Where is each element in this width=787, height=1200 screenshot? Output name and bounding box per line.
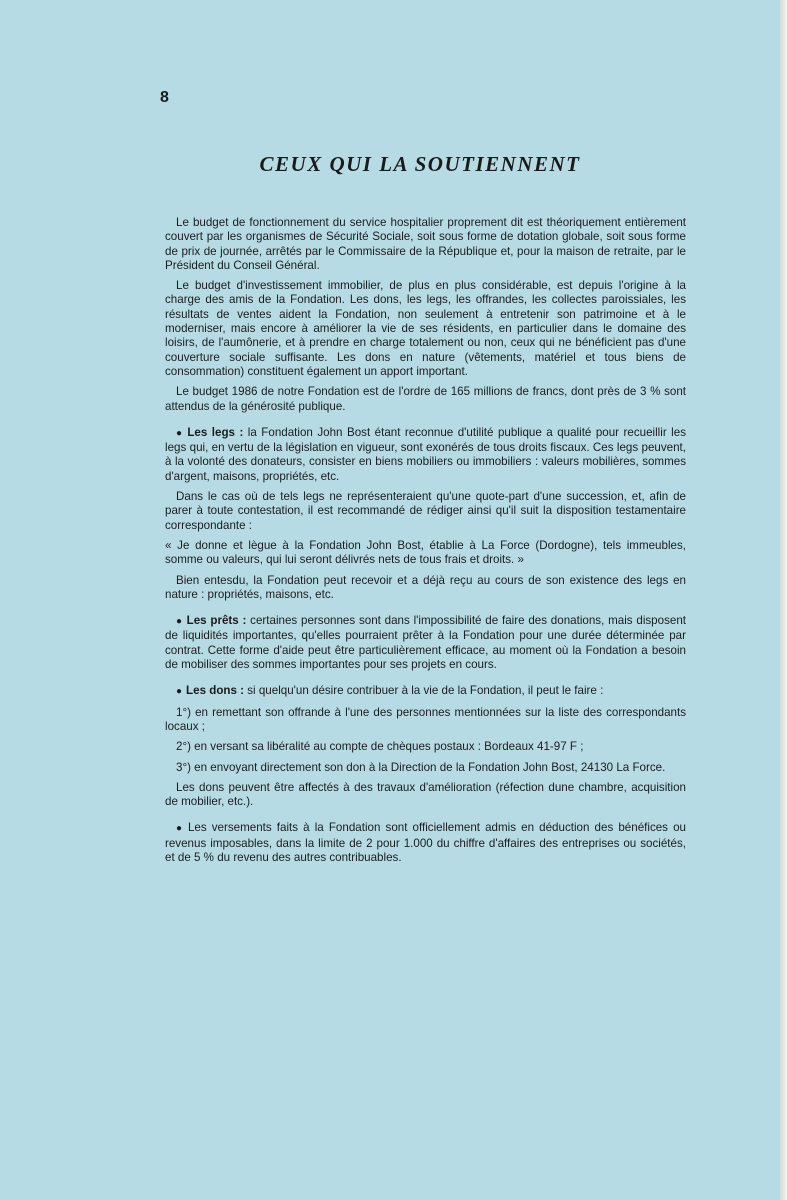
page-number: 8 — [160, 89, 169, 106]
paragraph-investment-budget: Le budget d'investissement immobilier, de plus en plus considérable, est depuis l'origine à la charge des amis de la Fondation. Les dons, les legs, les offrandes, les collectes paroissiales, les résultats de ventes aident la Fondation, non seulement à entretenir son patrimoine et à le moderniser, mais encore à améliorer la vie de ses résidents, en particulier dans le domaine des loisirs, de l'aumônerie, et à prendre en charge totalement ou non, ceux qui ne bénéficient pas d'une couverture sociale suffisante. Les dons en nature (vêtements, matériel et tous biens de consommation) constituent également un apport important. — [165, 279, 686, 378]
dons-heading: Les dons : — [186, 684, 245, 698]
paragraph-budget-1986: Le budget 1986 de notre Fondation est de l'ordre de 165 millions de francs, dont près de 3 % sont attendus de la générosité publique. — [165, 385, 686, 413]
bullet-icon: ● — [176, 686, 183, 698]
deduction-text: Les versements faits à la Fondation sont officiellement admis en déduction des bénéfices ou revenus imposables, dans la limite de 2 pour 1.000 du chiffre d'affaires des entreprises ou sociétés, et de 5 % du revenu des autres contribuables. — [165, 821, 686, 864]
page-title: CEUX QUI LA SOUTIENNENT — [259, 152, 581, 176]
prets-heading: Les prêts : — [186, 614, 247, 628]
paragraph-legs-nature: Bien entesdu, la Fondation peut recevoir et a déjà reçu au cours de son existence des legs en nature : propriétés, maisons, etc. — [165, 573, 686, 601]
bullet-icon: ● — [176, 823, 184, 835]
page-edge — [780, 0, 787, 1200]
prets-text: certaines personnes sont dans l'impossibilité de faire des donations, mais disposent de liquidités importantes, qu'elles pourraient prêter à la Fondation pour une durée déterminée par contrat. Cette forme d'aide peut être particulièrement efficace, au moment où la Fondation a besoin de mobiliser des sommes importantes pour ses projets en cours. — [165, 614, 686, 672]
dons-text: si quelqu'un désire contribuer à la vie de la Fondation, il peut le faire : — [244, 684, 604, 698]
paragraph-don-option-2: 2°) en versant sa libéralité au compte de chèques postaux : Bordeaux 41-97 F ; — [176, 740, 584, 754]
paragraph-don-option-1: 1°) en remettant son offrande à l'une des personnes mentionnées sur la liste des correspondants locaux ; — [165, 705, 686, 733]
paragraph-dons-affectation: Les dons peuvent être affectés à des travaux d'amélioration (réfection dune chambre, acquisition de mobilier, etc.). — [165, 780, 686, 809]
paragraph-dons — [165, 684, 686, 699]
legs-heading: Les legs : — [187, 425, 244, 439]
bullet-icon: ● — [176, 427, 184, 439]
paragraph-operating-budget: Le budget de fonctionnement du service hospitalier proprement dit est théoriquement entièrement couvert par les organismes de Sécurité Sociale, soit sous forme de dotation globale, soit sous forme de prix de journée, arrêtés par le Commissaire de la République et, pour la maison de retraite, par le Président du Conseil Général. — [165, 216, 686, 272]
paragraph-legs — [165, 426, 686, 484]
paragraph-testament-quote: « Je donne et lègue à la Fondation John Bost, établie à La Force (Dordogne), tels immeubles, somme ou valeurs, qui lui seront délivrés nets de tous frais et droits. » — [165, 538, 686, 567]
paragraph-succession: Dans le cas où de tels legs ne représenteraient qu'une quote-part d'une succession, et, afin de parer à toute contestation, il est recommandé de rédiger ainsi qu'il suit la disposition testamentaire correspondante : — [165, 490, 686, 532]
paragraph-deduction — [165, 821, 686, 865]
body-text — [165, 216, 686, 871]
legs-text: la Fondation John Bost étant reconnue d'utilité publique a qualité pour recueillir les legs qui, en vertu de la législation en vigueur, sont exonérés de tous droits fiscaux. Ces legs peuvent, à la volonté des donateurs, consister en biens mobiliers ou immobiliers : valeurs mobilières, sommes d'argent, maisons, propriétés, etc. — [165, 425, 686, 483]
bullet-icon: ● — [176, 616, 183, 628]
paragraph-prets — [165, 614, 686, 672]
paragraph-don-option-3: 3°) en envoyant directement son don à la Direction de la Fondation John Bost, 24130 La Force. — [176, 760, 666, 774]
